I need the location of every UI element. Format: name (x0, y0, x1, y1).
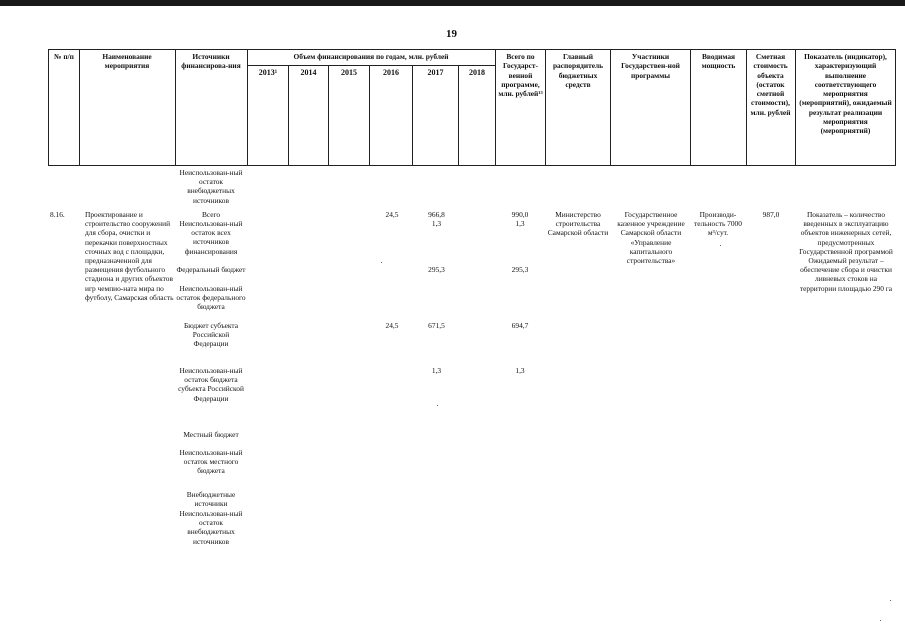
source-label: Внебюджетные источники (186, 490, 236, 509)
scan-speck (437, 405, 438, 406)
header-cost: Сметная стоимость объекта (остаток сметной стоимости), млн. рублей (750, 52, 791, 117)
header-total: Всего по Государст-венной программе, млн. рублей¹³ (498, 52, 543, 99)
row-capacity: Производи-тельность 7000 м³/сут. (694, 210, 742, 238)
col-rule (795, 49, 796, 166)
scan-speck (720, 245, 721, 246)
value-2017: 1,3 (431, 219, 442, 228)
header-funding-title: Объем финансирования по годам, млн. рублей (293, 52, 449, 61)
col-rule (412, 65, 413, 166)
col-rule (48, 49, 49, 166)
header-year: 2013¹ (258, 68, 278, 77)
col-rule (495, 49, 496, 166)
row-number: 8.16. (50, 210, 65, 219)
value-total: 295,3 (511, 265, 529, 274)
col-rule (288, 65, 289, 166)
header-name: Наименование мероприятия (102, 52, 152, 71)
header-indicator: Показатель (индикатор), характеризующий выполнение соответствующего мероприятия (мероприятий), ожидаемый результат реализации мероприятия (мероприятий) (799, 52, 892, 136)
col-rule (458, 65, 459, 166)
header-year: 2014 (300, 68, 317, 77)
header-num: № п/п (54, 52, 74, 61)
source-label: Бюджет субъекта Российской Федерации (183, 321, 239, 349)
row-indicator: Показатель – количество введенных в эксплуатацию объектов инженерных сетей, предусмотренных Государственной программой Ожидаемый результат – обеспечение сбора и очистки ливневых стоков на территории площадью 290 га (799, 210, 893, 293)
value-total: 1,3 (515, 219, 525, 228)
col-rule (175, 49, 176, 166)
header-sources: Источники финансирова-ния (181, 52, 241, 71)
col-rule (610, 49, 611, 166)
col-rule (369, 65, 370, 166)
source-label: Неиспользован-ный остаток федерального бюджета (176, 284, 246, 312)
col-rule (328, 65, 329, 166)
header-manager: Главный распорядитель бюджетных средств (552, 52, 604, 89)
page-number: 19 (446, 28, 457, 40)
row-manager: Министерство строительства Самарской области (547, 210, 609, 238)
source-label: Федеральный бюджет (176, 265, 246, 274)
header-year: 2015 (341, 68, 357, 77)
scan-speck (890, 600, 891, 601)
value-total: 694,7 (511, 321, 529, 330)
row-participants: Государственное казенное учреждение Самарской области «Управление капитального строительства» (617, 210, 685, 266)
carryover-source-label: Неиспользован-ный остаток внебюджетных источников (179, 168, 243, 205)
value-2017: 1,3 (431, 366, 442, 375)
scan-speck (880, 620, 881, 621)
row-cost: 987,0 (762, 210, 780, 219)
source-label: Неиспользован-ный остаток всех источников финансирования (179, 219, 243, 256)
value-2016: 24,5 (385, 210, 399, 219)
header-year: 2018 (469, 68, 485, 77)
row-name: Проектирование и строительство сооружений для сбора, очистки и перекачки поверхностных сточных вод с площадки, предназначенной для размещения футбольного стадиона и других объектов игр чемпио-ната мира по футболу, Самарская область (85, 210, 174, 302)
col-rule (545, 49, 546, 166)
col-rule (895, 49, 896, 166)
source-label: Всего (201, 210, 221, 219)
source-label: Неиспользован-ный остаток бюджета субъекта Российской Федерации (178, 366, 244, 403)
source-label: Неиспользован-ный остаток местного бюджета (179, 448, 243, 476)
header-year: 2017 (427, 68, 444, 77)
header-year: 2016 (383, 68, 399, 77)
col-rule (247, 49, 248, 166)
value-2017: 295,3 (428, 265, 445, 274)
value-total: 990,0 (511, 210, 529, 219)
value-2017: 671,5 (428, 321, 445, 330)
col-rule (690, 49, 691, 166)
header-participants: Участники Государствен-ной программы (621, 52, 680, 80)
source-label: Местный бюджет (183, 430, 239, 439)
col-rule (79, 49, 80, 166)
value-2017: 966,8 (428, 210, 445, 219)
header-capacity: Вводимая мощность (701, 52, 736, 71)
value-total: 1,3 (515, 366, 525, 375)
scan-speck (381, 262, 382, 263)
value-2016: 24,5 (385, 321, 399, 330)
source-label: Неиспользован-ный остаток внебюджетных источников (179, 509, 243, 546)
